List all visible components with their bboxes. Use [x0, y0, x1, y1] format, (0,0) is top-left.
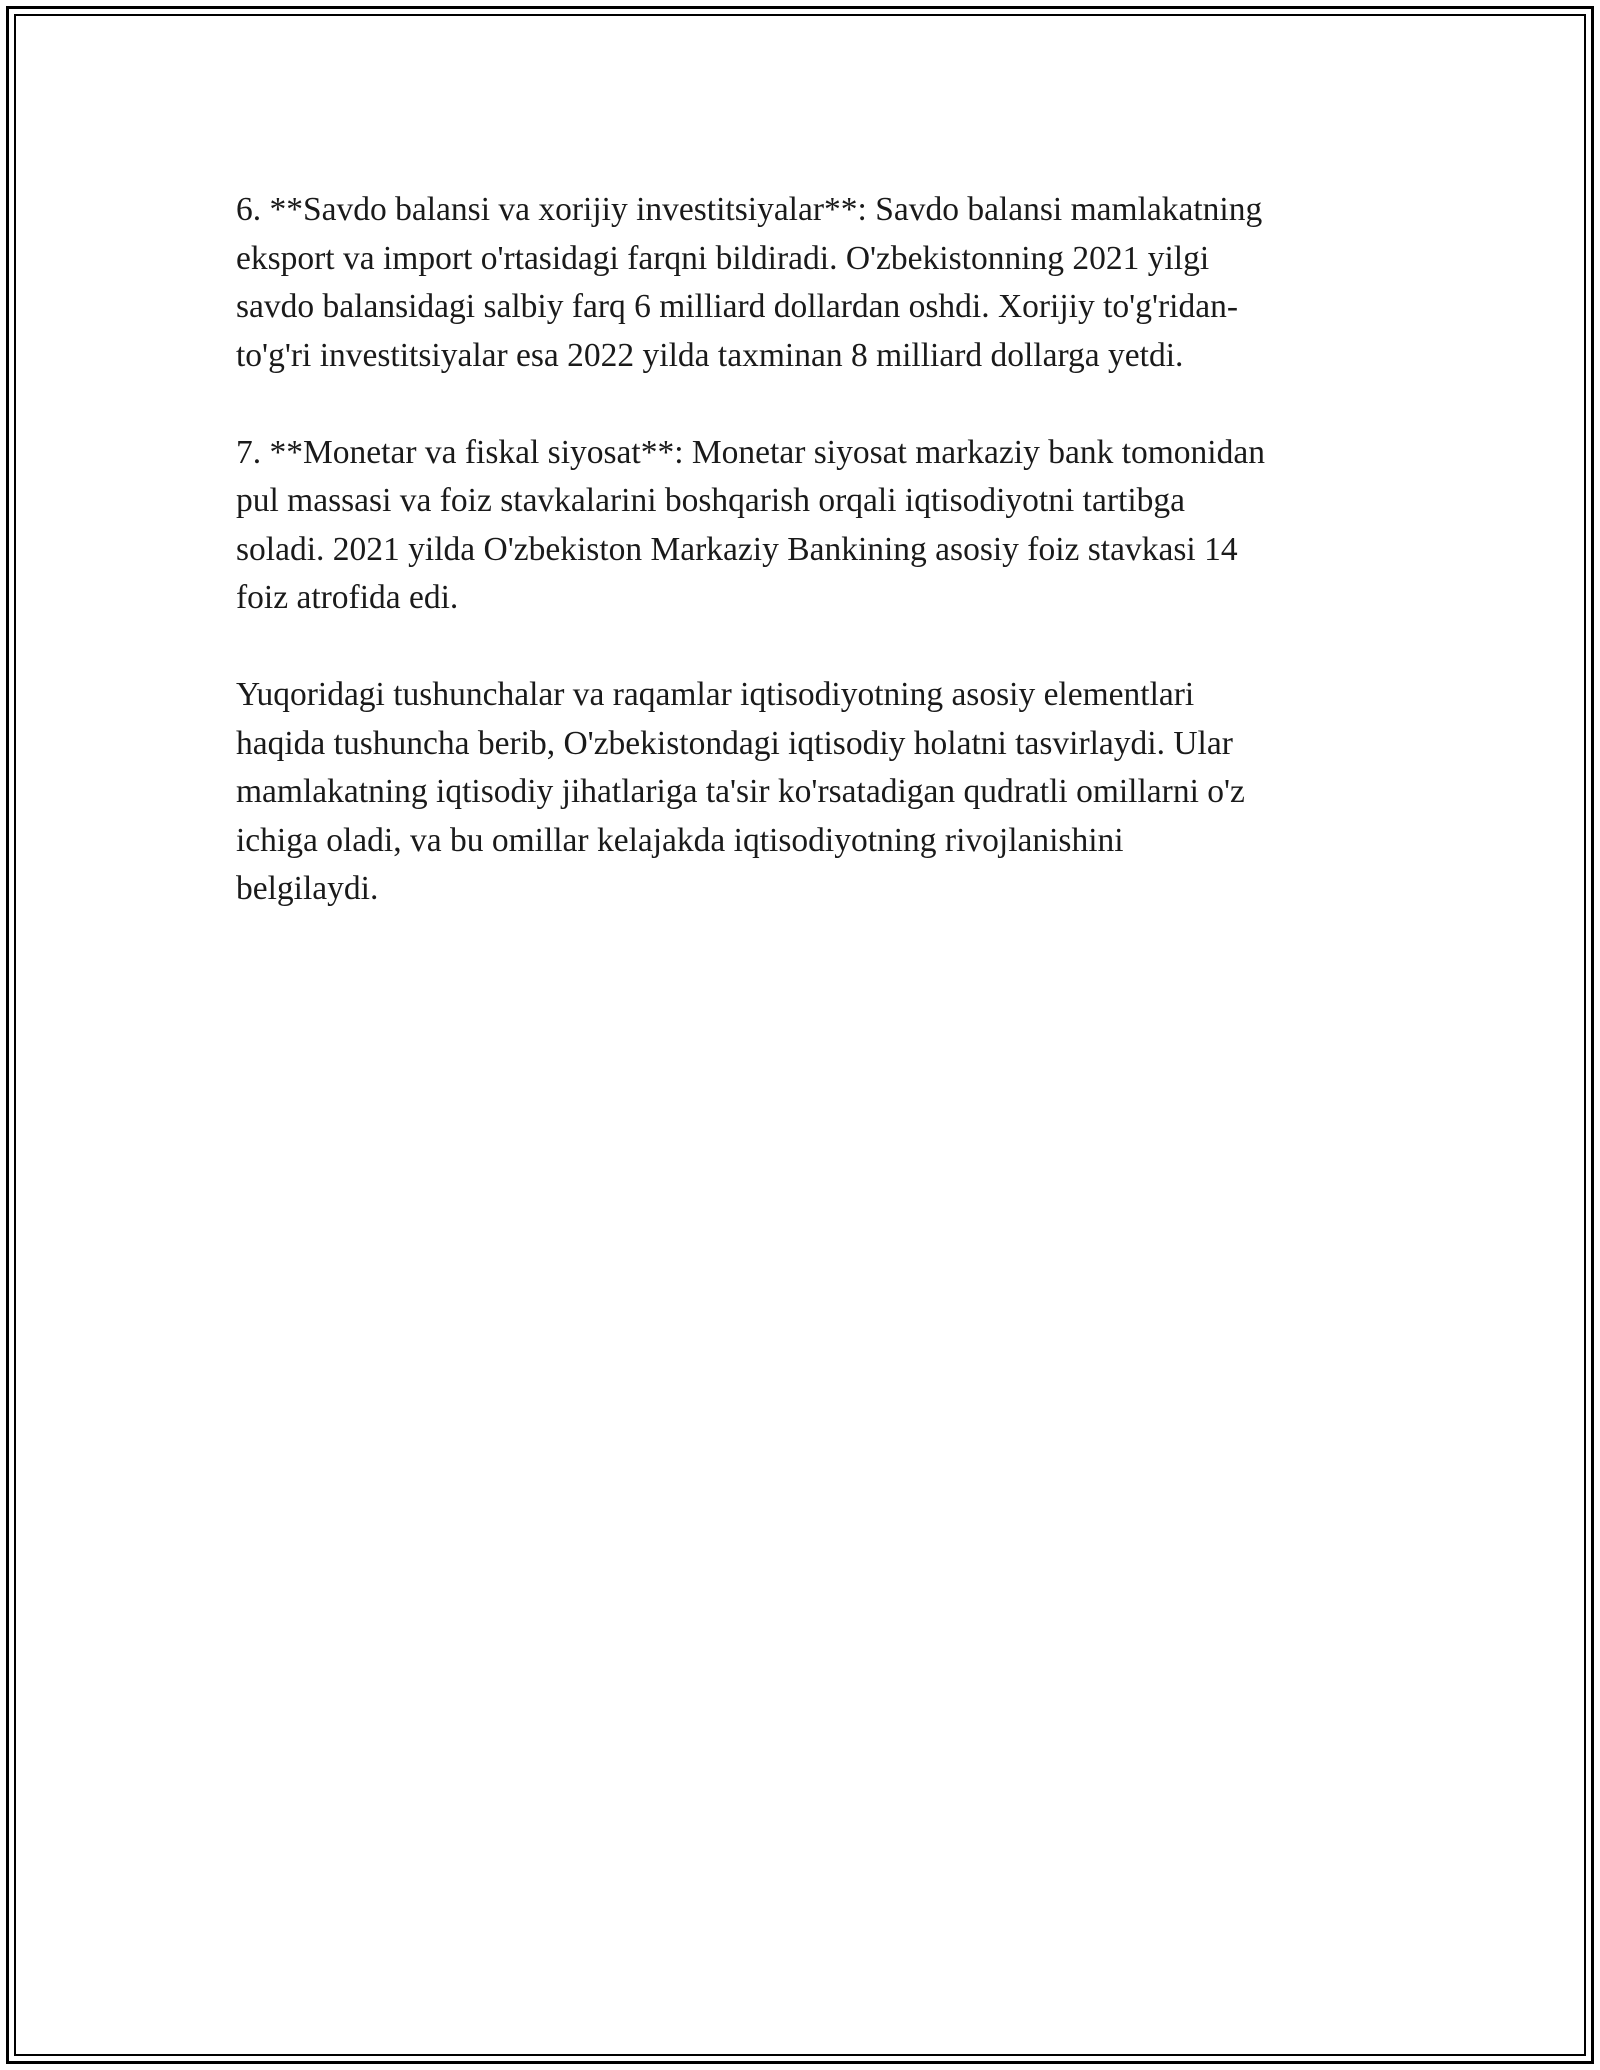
text-line: soladi. 2021 yilda O'zbekiston Markaziy Bankining asosiy foiz stavkasi 14: [236, 530, 1238, 568]
text-line: Yuqoridagi tushunchalar va raqamlar iqtisodiyotning asosiy elementlari: [236, 676, 1195, 713]
text-line: savdo balansidagi salbiy farq 6 milliard dollardan oshdi. Xorijiy to'g'ridan-: [236, 288, 1238, 325]
paragraph-monetary-policy: [236, 429, 1366, 623]
text-line: belgilaydi.: [236, 870, 379, 907]
text-line: foiz atrofida edi.: [236, 579, 459, 616]
text-line: haqida tushuncha berib, O'zbekistondagi iqtisodiy holatni tasvirlaydi. Ular: [236, 724, 1233, 762]
text-line: eksport va import o'rtasidagi farqni bildiradi. O'zbekistonning 2021 yilgi: [236, 239, 1210, 277]
paragraph-conclusion: [236, 671, 1366, 914]
paragraph-trade-balance: [236, 186, 1366, 380]
text-line: mamlakatning iqtisodiy jihatlariga ta'sir ko'rsatadigan qudratli omillarni o'z: [236, 773, 1245, 810]
document-body: [236, 186, 1366, 962]
text-line: pul massasi va foiz stavkalarini boshqarish orqali iqtisodiyotni tartibga: [236, 482, 1185, 519]
text-line: ichiga oladi, va bu omillar kelajakda iqtisodiyotning rivojlanishini: [236, 821, 1124, 859]
text-line: to'g'ri investitsiyalar esa 2022 yilda taxminan 8 milliard dollarga yetdi.: [236, 336, 1184, 374]
text-line: 7. **Monetar va fiskal siyosat**: Monetar siyosat markaziy bank tomonidan: [236, 433, 1265, 471]
text-line: 6. **Savdo balansi va xorijiy investitsiyalar**: Savdo balansi mamlakatning: [236, 191, 1263, 228]
